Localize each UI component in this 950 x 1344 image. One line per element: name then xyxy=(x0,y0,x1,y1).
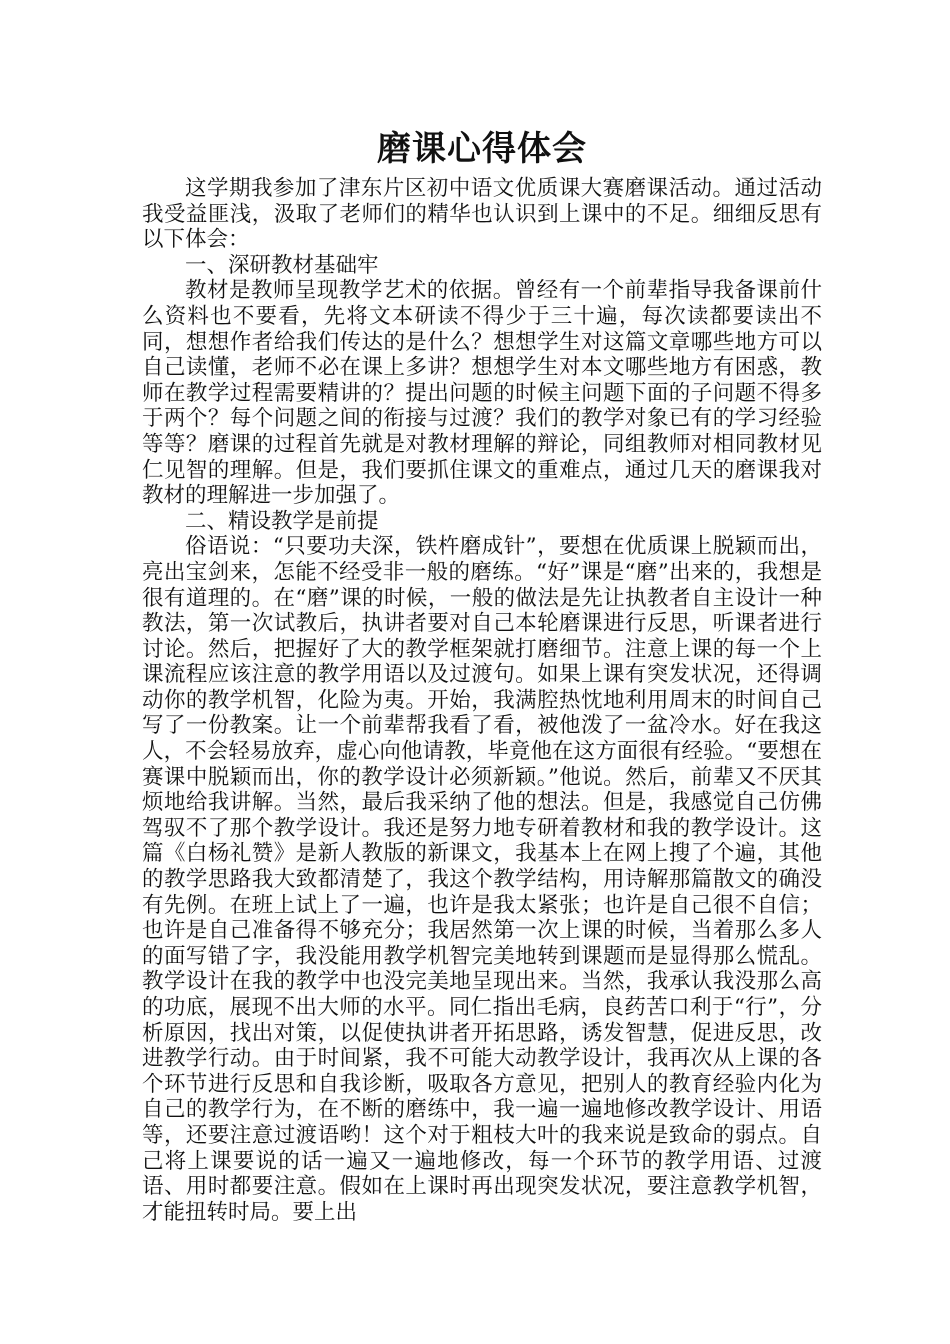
document-body xyxy=(142,176,822,1225)
section-heading-2: 二、精设教学是前提 xyxy=(185,508,379,534)
document-content xyxy=(142,122,822,1225)
document-title: 磨课心得体会 xyxy=(377,129,587,169)
section-paragraph-1: 教材是教师呈现教学艺术的依据。曾经有一个前辈指导我备课前什么资料也不要看，先将文本研读不得少于三十遍，每次读都要读出不同，想想作者给我们传达的是什么？想想学生对这篇文章哪些地方可以自己读懂，老师不必在课上多讲？想想学生对本文哪些地方有困惑，教师在教学过程需要精讲的？提出问题的时候主问题下面的子问题不得多于两个？每个问题之间的衔接与过渡？我们的教学对象已有的学习经验等等？磨课的过程首先就是对教材理解的辩论，同组教师对相同教材见仁见智的理解。但是，我们要抓住课文的重难点，通过几天的磨课我对教材的理解进一步加强了。 xyxy=(142,278,822,509)
intro-paragraph: 这学期我参加了津东片区初中语文优质课大赛磨课活动。通过活动我受益匪浅，汲取了老师们的精华也认识到上课中的不足。细细反思有以下体会： xyxy=(142,176,822,253)
section-heading-1: 一、深研教材基础牢 xyxy=(185,252,379,278)
section-paragraph-2: 俗语说：“只要功夫深，铁杵磨成针”，要想在优质课上脱颖而出，亮出宝剑来，怎能不经受非一般的磨练。“好”课是“磨”出来的，我想是很有道理的。在“磨”课的时候，一般的做法是先让执教者自主设计一种教法，第一次试教后，执讲者要对自己本轮磨课进行反思，听课者进行讨论。然后，把握好了大的教学框架就打磨细节。注意上课的每一个上课流程应该注意的教学用语以及过渡句。如果上课有突发状况，还得调动你的教学机智，化险为夷。开始，我满腔热忱地利用周末的时间自己写了一份教案。让一个前辈帮我看了看，被他泼了一盆冷水。好在我这人，不会轻易放弃，虚心向他请教，毕竟他在这方面很有经验。“要想在赛课中脱颖而出，你的教学设计必须新颖。”他说。然后，前辈又不厌其烦地给我讲解。当然，最后我采纳了他的想法。但是，我感觉自己仿佛驾驭不了那个教学设计。我还是努力地专研着教材和我的教学设计。这篇《白杨礼赞》是新人教版的新课文，我基本上在网上搜了个遍，其他的教学思路我大致都清楚了，我这个教学结构，用诗解那篇散文的确没有先例。在班上试上了一遍，也许是我太紧张；也许是自己很不自信；也许是自己准备得不够充分；我居然第一次上课的时候，当着那么多人的面写错了字，我没能用教学机智完美地转到课题而是显得那么慌乱。教学设计在我的教学中也没完美地呈现出来。当然，我承认我没那么高的功底，展现不出大师的水平。同仁指出毛病，良药苦口利于“行”，分析原因，找出对策，以促使执讲者开拓思路，诱发智慧，促进反思，改进教学行动。由于时间紧，我不可能大动教学设计，我再次从上课的各个环节进行反思和自我诊断，吸取各方意见，把别人的教育经验内化为自己的教学行为，在不断的磨练中，我一遍一遍地修改教学设计、用语等，还要注意过渡语哟！这个对于粗枝大叶的我来说是致命的弱点。自己将上课要说的话一遍又一遍地修改，每一个环节的教学用语、过渡语、用时都要注意。假如在上课时再出现突发状况，要注意教学机智，才能扭转时局。要上出 xyxy=(142,534,822,1225)
